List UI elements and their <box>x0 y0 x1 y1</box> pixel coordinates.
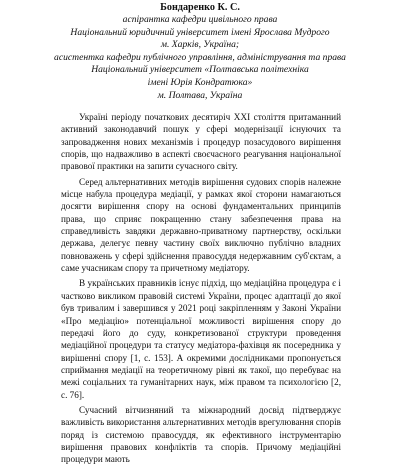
affiliation-line: м. Полтава, Україна <box>157 89 243 101</box>
article-header <box>48 2 352 102</box>
body-paragraph: Україні періоду початкових десятиріч XXI століття притаманний активний законодавчий пошук у сфері модернізації існуючих та запровадження нових механізмів і процедур позасудового вирішення спорів, що надважливо в аспекті своєчасного реагування національної правової практики на запити сучасного світу. <box>61 112 341 172</box>
affiliation-line: асистентка кафедри публічного управління, адміністрування та права <box>54 51 346 63</box>
affiliation-line: м. Харків, Україна; <box>160 39 240 51</box>
body-paragraph: Серед альтернативних методів вирішення судових спорів належне місце набула процедура медіації, у рамках якої сторони намагаються досягти вирішення спору на основі фундаментальних принципів права, що сприяє покращенню стану забезпечення права на справедливість завдяки державно-приватному партнерству, оскільки держава, делегує певну частину своїх виключно публічно владних повноважень у сфері здійснення правосуддя недержавним суб'єктам, а саме учасникам спору та причетному медіатору. <box>61 176 341 274</box>
body-paragraph: Сучасний вітчизняний та міжнародний досвід підтверджує важливість використання альтернативних методів врегулювання спорів поряд із системою правосуддя, як ефективного інструментарію вирішення правових конфліктів та спорів. Причому медіаційні процедури мають <box>61 404 341 465</box>
author-name: Бондаренко К. С. <box>160 2 240 13</box>
body-paragraph: В українських правників існує підхід, що медіаційна процедура є і частково викликом правовій системі України, процес адаптації до якої був тривалим і завершився у 2021 році закріпленням у Законі України «Про медіацію» потенціальної можливості вирішення спору до передачі його до суду, конкретизованої структури проведення медіаційної процедури та статусу медіатора-фахівця як посередника у вирішенні спору [1, с. 153]. А окремими дослідниками пропонується сприймання медіації на теоретичному рівні як такої, що перебуває на межі соціальних та гуманітарних наук, між правом та психологією [2, с. 76]. <box>61 278 341 400</box>
affiliation-line: Національний університет «Полтавська політехніка <box>91 64 309 76</box>
affiliation-line: імені Юрія Кондратюка» <box>147 76 253 88</box>
article-body <box>61 111 341 469</box>
affiliation-line: аспірантка кафедри цивільного права <box>122 14 278 25</box>
affiliation-line: Національний юридичний університет імені Ярослава Мудрого <box>70 26 330 38</box>
